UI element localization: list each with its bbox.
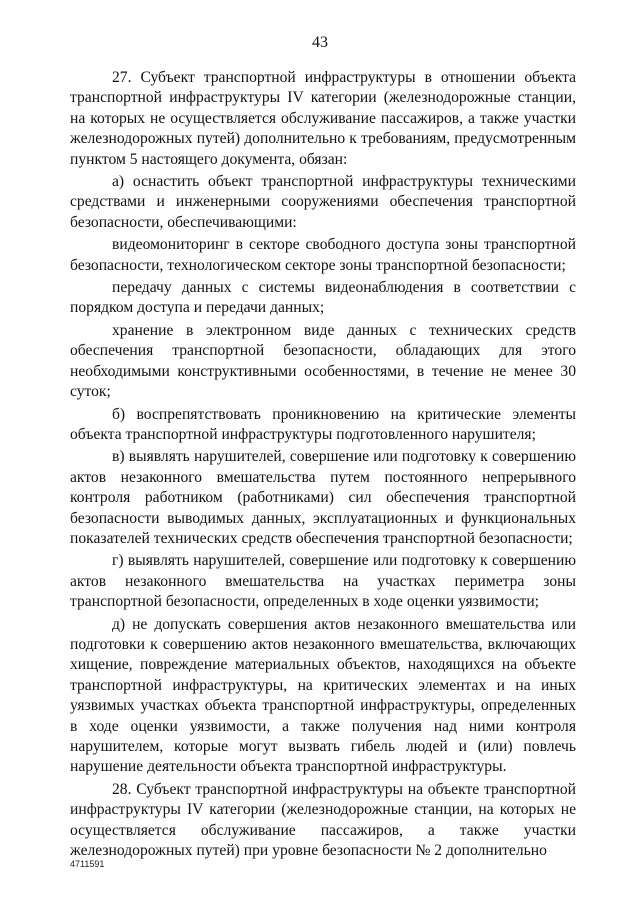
- paragraph-27: 27. Субъект транспортной инфраструктуры в отношении объекта транспортной инфраструктуры IV категории (железнодорожные станции, на которых не осуществляется обслуживание пассажиров, а также участки железнодорожных путей) дополнительно к требованиям, предусмотренным пунктом 5 настоящего документа, обязан:: [70, 69, 576, 168]
- paragraph-data-storage: хранение в электронном виде данных с технических средств обеспечения транспортной безопасности, обладающих для этого необходимыми конструктивными особенностями, в течение не менее 30 суток;: [70, 321, 576, 401]
- document-code: 4711591: [70, 859, 105, 869]
- paragraph-28: 28. Субъект транспортной инфраструктуры на объекте транспортной инфраструктуры IV категории (железнодорожные станции, на которых не осуществляется обслуживание пассажиров, а также участки железнодорожных путей) при уровне безопасности № 2 дополнительно: [70, 780, 576, 860]
- paragraph-data-transfer: передачу данных с системы видеонаблюдения в соответствии с порядком доступа и передачи данных;: [70, 279, 576, 317]
- paragraph-video-monitoring: видеомониторинг в секторе свободного доступа зоны транспортной безопасности, технологическом секторе зоны транспортной безопасности;: [70, 236, 576, 274]
- page-number: 43: [312, 34, 328, 51]
- paragraph-27-a: а) оснастить объект транспортной инфраструктуры техническими средствами и инженерными сооружениями обеспечения транспортной безопасности, обеспечивающими:: [70, 173, 576, 231]
- paragraph-27-d: д) не допускать совершения актов незаконного вмешательства или подготовки к совершению актов незаконного вмешательства, включающих хищение, повреждение материальных объектов, находящихся на объекте транспортной инфраструктуры, на критических элементах и на иных уязвимых участках объекта транспортной инфраструктуры, определенных в ходе оценки уязвимости, а также получения над ними контроля нарушителем, которые могут вызвать гибель людей и (или) повлечь нарушение деятельности объекта транспортной инфраструктуры.: [70, 615, 576, 776]
- paragraph-27-v: в) выявлять нарушителей, совершение или подготовку к совершению актов незаконного вмешательства путем постоянного непрерывного контроля работником (работниками) сил обеспечения транспортной безопасности выводимых данных, эксплуатационных и функциональных показателей технических средств обеспечения транспортной безопасности;: [70, 448, 576, 547]
- document-body: [70, 68, 576, 863]
- paragraph-27-g: г) выявлять нарушителей, совершение или подготовку к совершению актов незаконного вмешательства на участках периметра зоны транспортной безопасности, определенных в ходе оценки уязвимости;: [70, 552, 576, 611]
- paragraph-27-b: б) воспрепятствовать проникновению на критические элементы объекта транспортной инфраструктуры подготовленного нарушителя;: [70, 405, 576, 443]
